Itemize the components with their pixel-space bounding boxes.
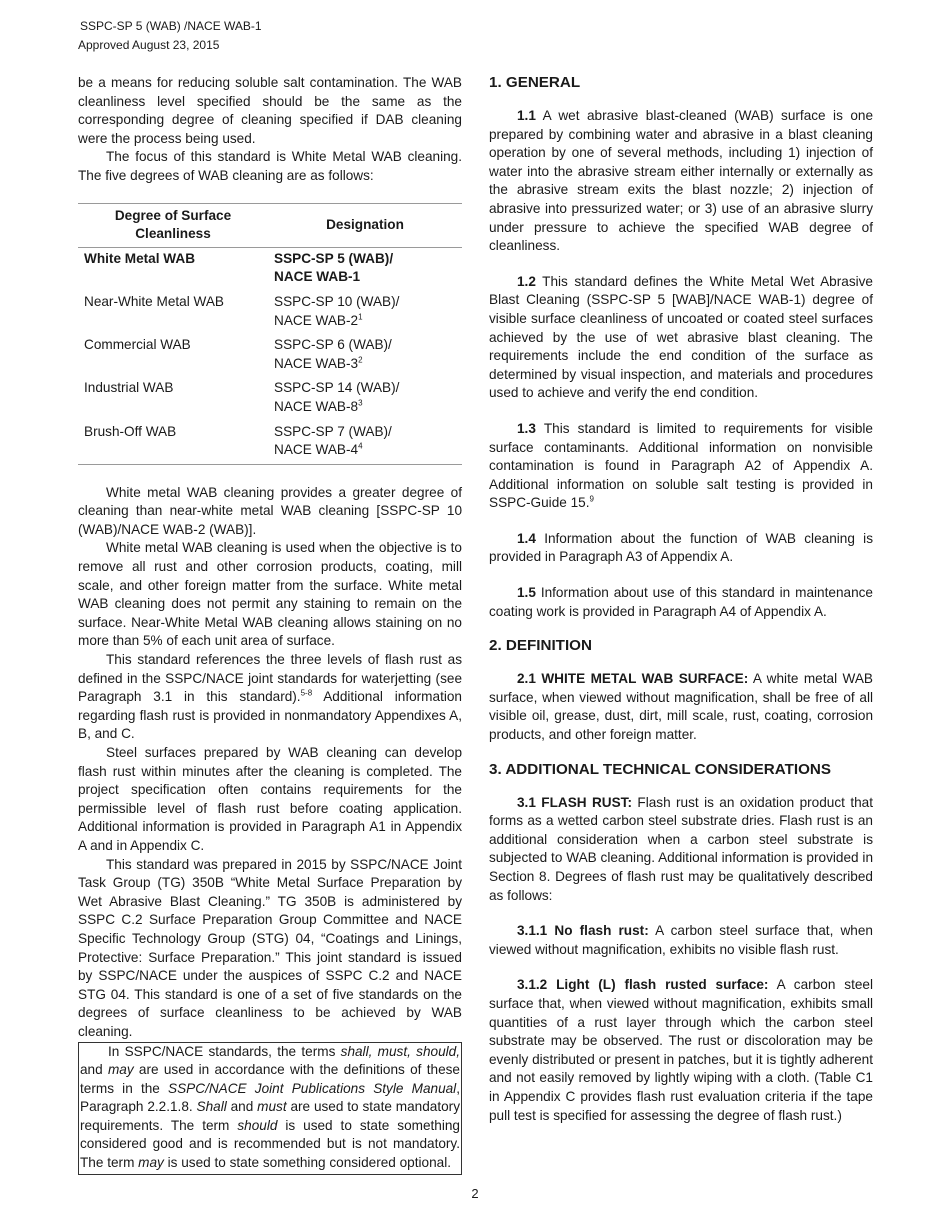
paragraph: This standard references the three levels of flash rust as defined in the SSPC/NACE joint standards for waterjetting (see Paragraph 3.1 in this standard).$^{5-8}$ Additional information regarding flash rust is provided in nonmandatory Appendixes A, B, and C. bbox=[78, 652, 462, 742]
paragraph: The focus of this standard is White Metal WAB cleaning. The five degrees of WAB cleaning are as follows: bbox=[78, 149, 462, 183]
table-row bbox=[78, 291, 462, 334]
paragraph-1-2: 1.2 This standard defines the White Metal Wet Abrasive Blast Cleaning (SSPC-SP 5 [WAB]/NACE WAB-1) degree of visible surface cleanliness of uncoated or coated steel surfaces achieved by the use of wet abrasive blast cleaning. The requirements include the end condition of the surface as determined by visual inspection, and materials and procedures used to achieve and verify the end condition. bbox=[489, 273, 873, 401]
right-column bbox=[489, 74, 873, 1125]
paragraph: This standard was prepared in 2015 by SSPC/NACE Joint Task Group (TG) 350B “White Metal Surface Preparation by Wet Abrasive Blast Cleaning.” TG 350B is administered by SSPC C.2 Surface Preparation Group Committee and NACE Specific Technology Group (STG) 04, “Coatings and Linings, Protective: Surface Preparation.” This joint standard is issued by SSPC/NACE under the auspices of SSPC C.2 and NACE STG 04. This standard is one of a set of five standards on the degrees of surface cleanliness to be achieved by WAB cleaning. bbox=[78, 856, 462, 1039]
table-cell-designation: SSPC-SP 5 (WAB)/ NACE WAB-1 bbox=[274, 250, 394, 285]
paragraph: Steel surfaces prepared by WAB cleaning can develop flash rust within minutes after the cleaning is completed. The project specification often contains requirements for the permissible level of flash rust before coating application. Additional information is provided in Paragraph A1 in Appendix A and in Appendix C. bbox=[78, 745, 462, 853]
paragraph: White metal WAB cleaning is used when the objective is to remove all rust and other corrosion products, coating, mill scale, and other foreign matter from the surface. White metal WAB cleaning does not permit any staining to remain on the surface. Near-White Metal WAB cleaning allows staining on no more than 5% of each unit area of surface. bbox=[78, 540, 462, 649]
paragraph-1-3: 1.3 This standard is limited to requirements for visible surface contaminants. Additional information on nonvisible contamination is found in Paragraph A2 of Appendix A. Additional information on soluble salt testing is provided in SSPC-Guide 15.$^9$ bbox=[489, 420, 873, 511]
paragraph-3-1-2: 3.1.2 Light (L) flash rusted surface: A carbon steel surface that, when viewed without magnification, exhibits small quantities of a rust layer through which the carbon steel substrate may be observed. The rust or discoloration may be evenly distributed or present in patches, but it is tightly adherent and not easily removed by lightly wiping with a cloth. (Table C1 in Appendix C provides flash rust evaluation criteria if the tape pull test is specified for assessing the degree of flash rust.) bbox=[489, 977, 873, 1123]
terminology-note: In SSPC/NACE standards, the terms shall, must, should, and may are used in accordance with the definitions of these terms in the SSPC/NACE Joint Publications Style Manual, Paragraph 2.2.1.8. Shall and must are used to state mandatory requirements. The term should is used to state something considered good and is recommended but is not mandatory. The term may is used to state something considered optional. bbox=[80, 1043, 460, 1171]
page-number: 2 bbox=[471, 1186, 479, 1201]
paragraph-1-4: 1.4 Information about the function of WAB cleaning is provided in Paragraph A3 of Appendix A. bbox=[489, 530, 873, 565]
table-row bbox=[78, 247, 462, 291]
header-approved-date: Approved August 23, 2015 bbox=[78, 38, 220, 52]
table-cell-degree: Industrial WAB bbox=[84, 380, 174, 396]
table-header-designation: Designation bbox=[326, 216, 404, 232]
table-cell-degree: Commercial WAB bbox=[84, 337, 191, 353]
table-row bbox=[78, 334, 462, 377]
table-cell-designation: SSPC-SP 6 (WAB)/ NACE WAB-$3^2$ bbox=[274, 337, 392, 371]
paragraph-2-1: 2.1 WHITE METAL WAB SURFACE: A white metal WAB surface, when viewed without magnification, shall be free of all visible oil, grease, dust, dirt, mill scale, rust, coating, corrosion products, and other foreign matter. bbox=[489, 671, 873, 743]
table-header-degree: Degree of Surface Cleanliness bbox=[114, 207, 232, 242]
table-cell-designation: SSPC-SP 14 (WAB)/ NACE WAB-$8^3$ bbox=[274, 380, 400, 414]
table-cell-degree: Brush-Off WAB bbox=[84, 423, 177, 439]
paragraph-3-1: 3.1 FLASH RUST: Flash rust is an oxidation product that forms as a wetted carbon steel substrate dries. Flash rust is an additional consideration when a carbon steel substrate is subjected to WAB cleaning. Additional information is provided in Section 8. Degrees of flash rust may be qualitatively described as follows: bbox=[489, 794, 873, 903]
table-row bbox=[78, 377, 462, 420]
section-heading-general: 1. GENERAL bbox=[489, 74, 581, 91]
table-cell-designation: SSPC-SP 7 (WAB)/ NACE WAB-$4^4$ bbox=[274, 423, 392, 458]
section-heading-definition: 2. DEFINITION bbox=[489, 637, 592, 655]
table-row bbox=[78, 421, 462, 465]
table-cell-designation: SSPC-SP 10 (WAB)/ NACE WAB-$2^1$ bbox=[274, 293, 400, 328]
paragraph-3-1-1: 3.1.1 No flash rust: A carbon steel surface that, when viewed without magnification, exhibits no visible flash rust. bbox=[489, 923, 873, 957]
table-cell-degree: White Metal WAB bbox=[84, 250, 196, 266]
cleanliness-table bbox=[78, 203, 462, 465]
section-heading-additional-considerations: 3. ADDITIONAL TECHNICAL CONSIDERATIONS bbox=[489, 760, 832, 778]
table-cell-degree: Near-White Metal WAB bbox=[84, 293, 224, 309]
terminology-box bbox=[78, 1042, 462, 1175]
paragraph: White metal WAB cleaning provides a greater degree of cleaning than near-white metal WAB cleaning [SSPC-SP 10 (WAB)/NACE WAB-2 (WAB)]. bbox=[78, 484, 462, 537]
header-doc-id: SSPC-SP 5 (WAB) /NACE WAB-1 bbox=[80, 19, 262, 33]
paragraph-1-1: 1.1 A wet abrasive blast-cleaned (WAB) surface is one prepared by combining water and abrasive in a blast cleaning operation by one of several methods, including 1) injection of water into the abrasive stream either internally or externally as the abrasive stream exits the blast nozzle; 2) injection of abrasive into pressurized water; or 3) use of an abrasive slurry under pressure to achieve the specified WAB degree of cleanliness. bbox=[489, 108, 873, 254]
paragraph: be a means for reducing soluble salt contamination. The WAB cleanliness level specified should be the same as the corresponding degree of cleaning specified if DAB cleaning were the process being used. bbox=[78, 75, 462, 146]
paragraph-1-5: 1.5 Information about use of this standard in maintenance coating work is provided in Paragraph A4 of Appendix A. bbox=[489, 585, 873, 619]
left-column bbox=[78, 74, 462, 1175]
